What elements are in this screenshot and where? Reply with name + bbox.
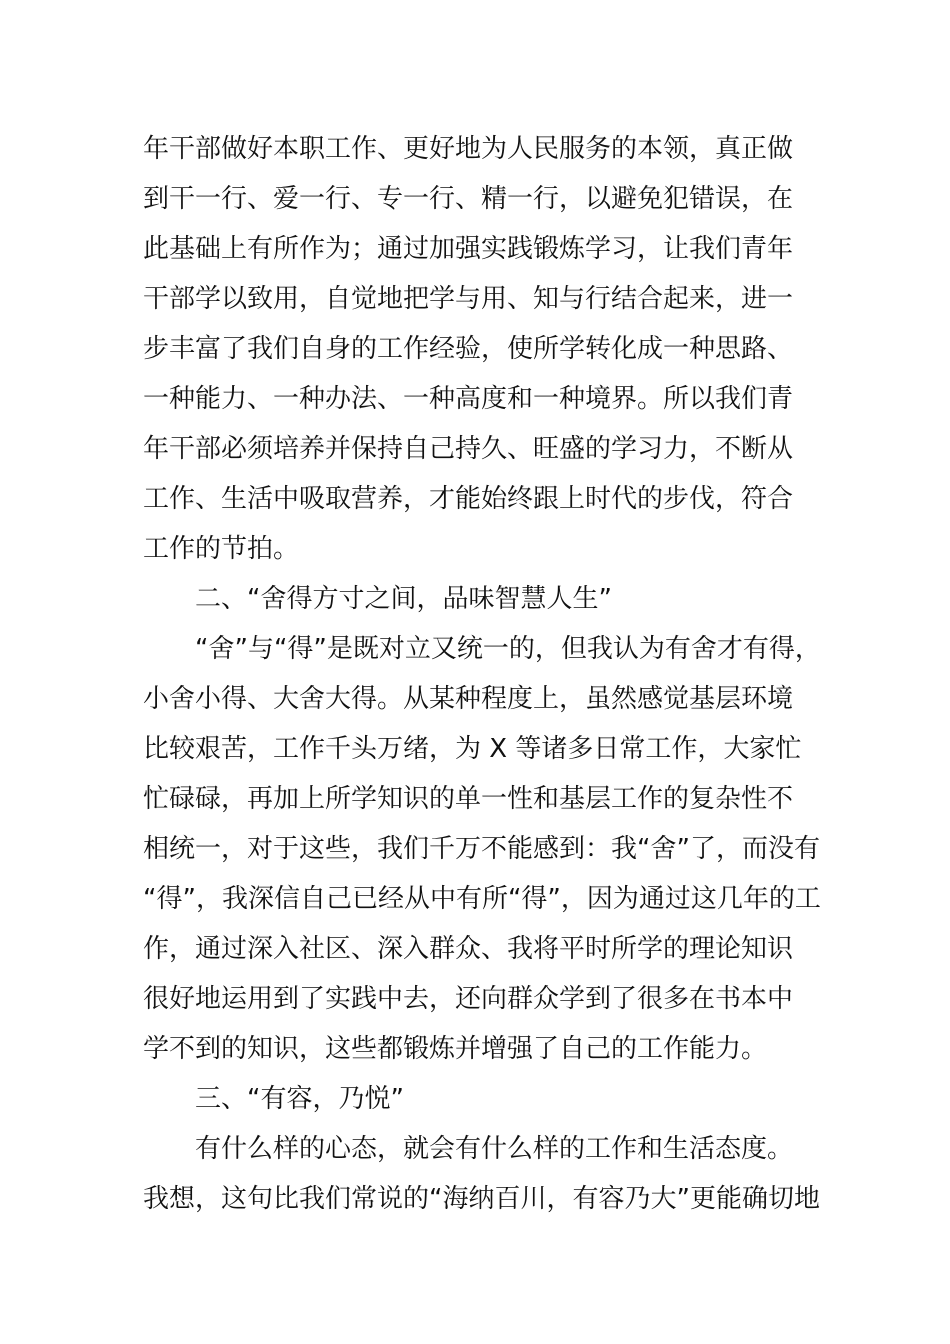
text-line: 年干部做好本职工作、更好地为人民服务的本领，真正做 — [143, 134, 794, 164]
text-line: 小舍小得、大舍大得。从某种程度上，虽然感觉基层环境 — [143, 684, 794, 714]
text-line: 工作、生活中吸取营养，才能始终跟上时代的步伐，符合 — [143, 484, 794, 514]
text-line: 作，通过深入社区、深入群众、我将平时所学的理论知识 — [143, 934, 794, 964]
text-line: 比较艰苦，工作千头万绪，为 X 等诸多日常工作，大家忙 — [143, 734, 802, 764]
text-line: 干部学以致用，自觉地把学与用、知与行结合起来，进一 — [143, 284, 794, 314]
text-line: 一种能力、一种办法、一种高度和一种境界。所以我们青 — [143, 384, 794, 414]
text-line: 相统一，对于这些，我们千万不能感到：我“舍”了，而没有 — [143, 834, 820, 864]
section-heading: 三、“有容，乃悦” — [195, 1084, 404, 1114]
document-body — [143, 124, 823, 1224]
paragraph-first-line: “舍”与“得”是既对立又统一的，但我认为有舍才有得， — [195, 634, 821, 664]
text-line: 我想，这句比我们常说的“海纳百川，有容乃大”更能确切地 — [143, 1184, 820, 1214]
text-line: 很好地运用到了实践中去，还向群众学到了很多在书本中 — [143, 984, 794, 1014]
text-line: 步丰富了我们自身的工作经验，使所学转化成一种思路、 — [143, 334, 794, 364]
paragraph-first-line: 有什么样的心态，就会有什么样的工作和生活态度。 — [195, 1134, 794, 1164]
text-line: 工作的节拍。 — [143, 534, 300, 564]
section-heading: 二、“舍得方寸之间，品味智慧人生” — [195, 584, 612, 614]
text-line: 学不到的知识，这些都锻炼并增强了自己的工作能力。 — [143, 1034, 768, 1064]
text-line: 忙碌碌，再加上所学知识的单一性和基层工作的复杂性不 — [143, 784, 794, 814]
text-line: 年干部必须培养并保持自己持久、旺盛的学习力，不断从 — [143, 434, 794, 464]
text-line: 到干一行、爱一行、专一行、精一行，以避免犯错误，在 — [143, 184, 794, 214]
text-line: “得”，我深信自己已经从中有所“得”，因为通过这几年的工 — [143, 884, 821, 914]
text-line: 此基础上有所作为；通过加强实践锻炼学习，让我们青年 — [143, 234, 794, 264]
